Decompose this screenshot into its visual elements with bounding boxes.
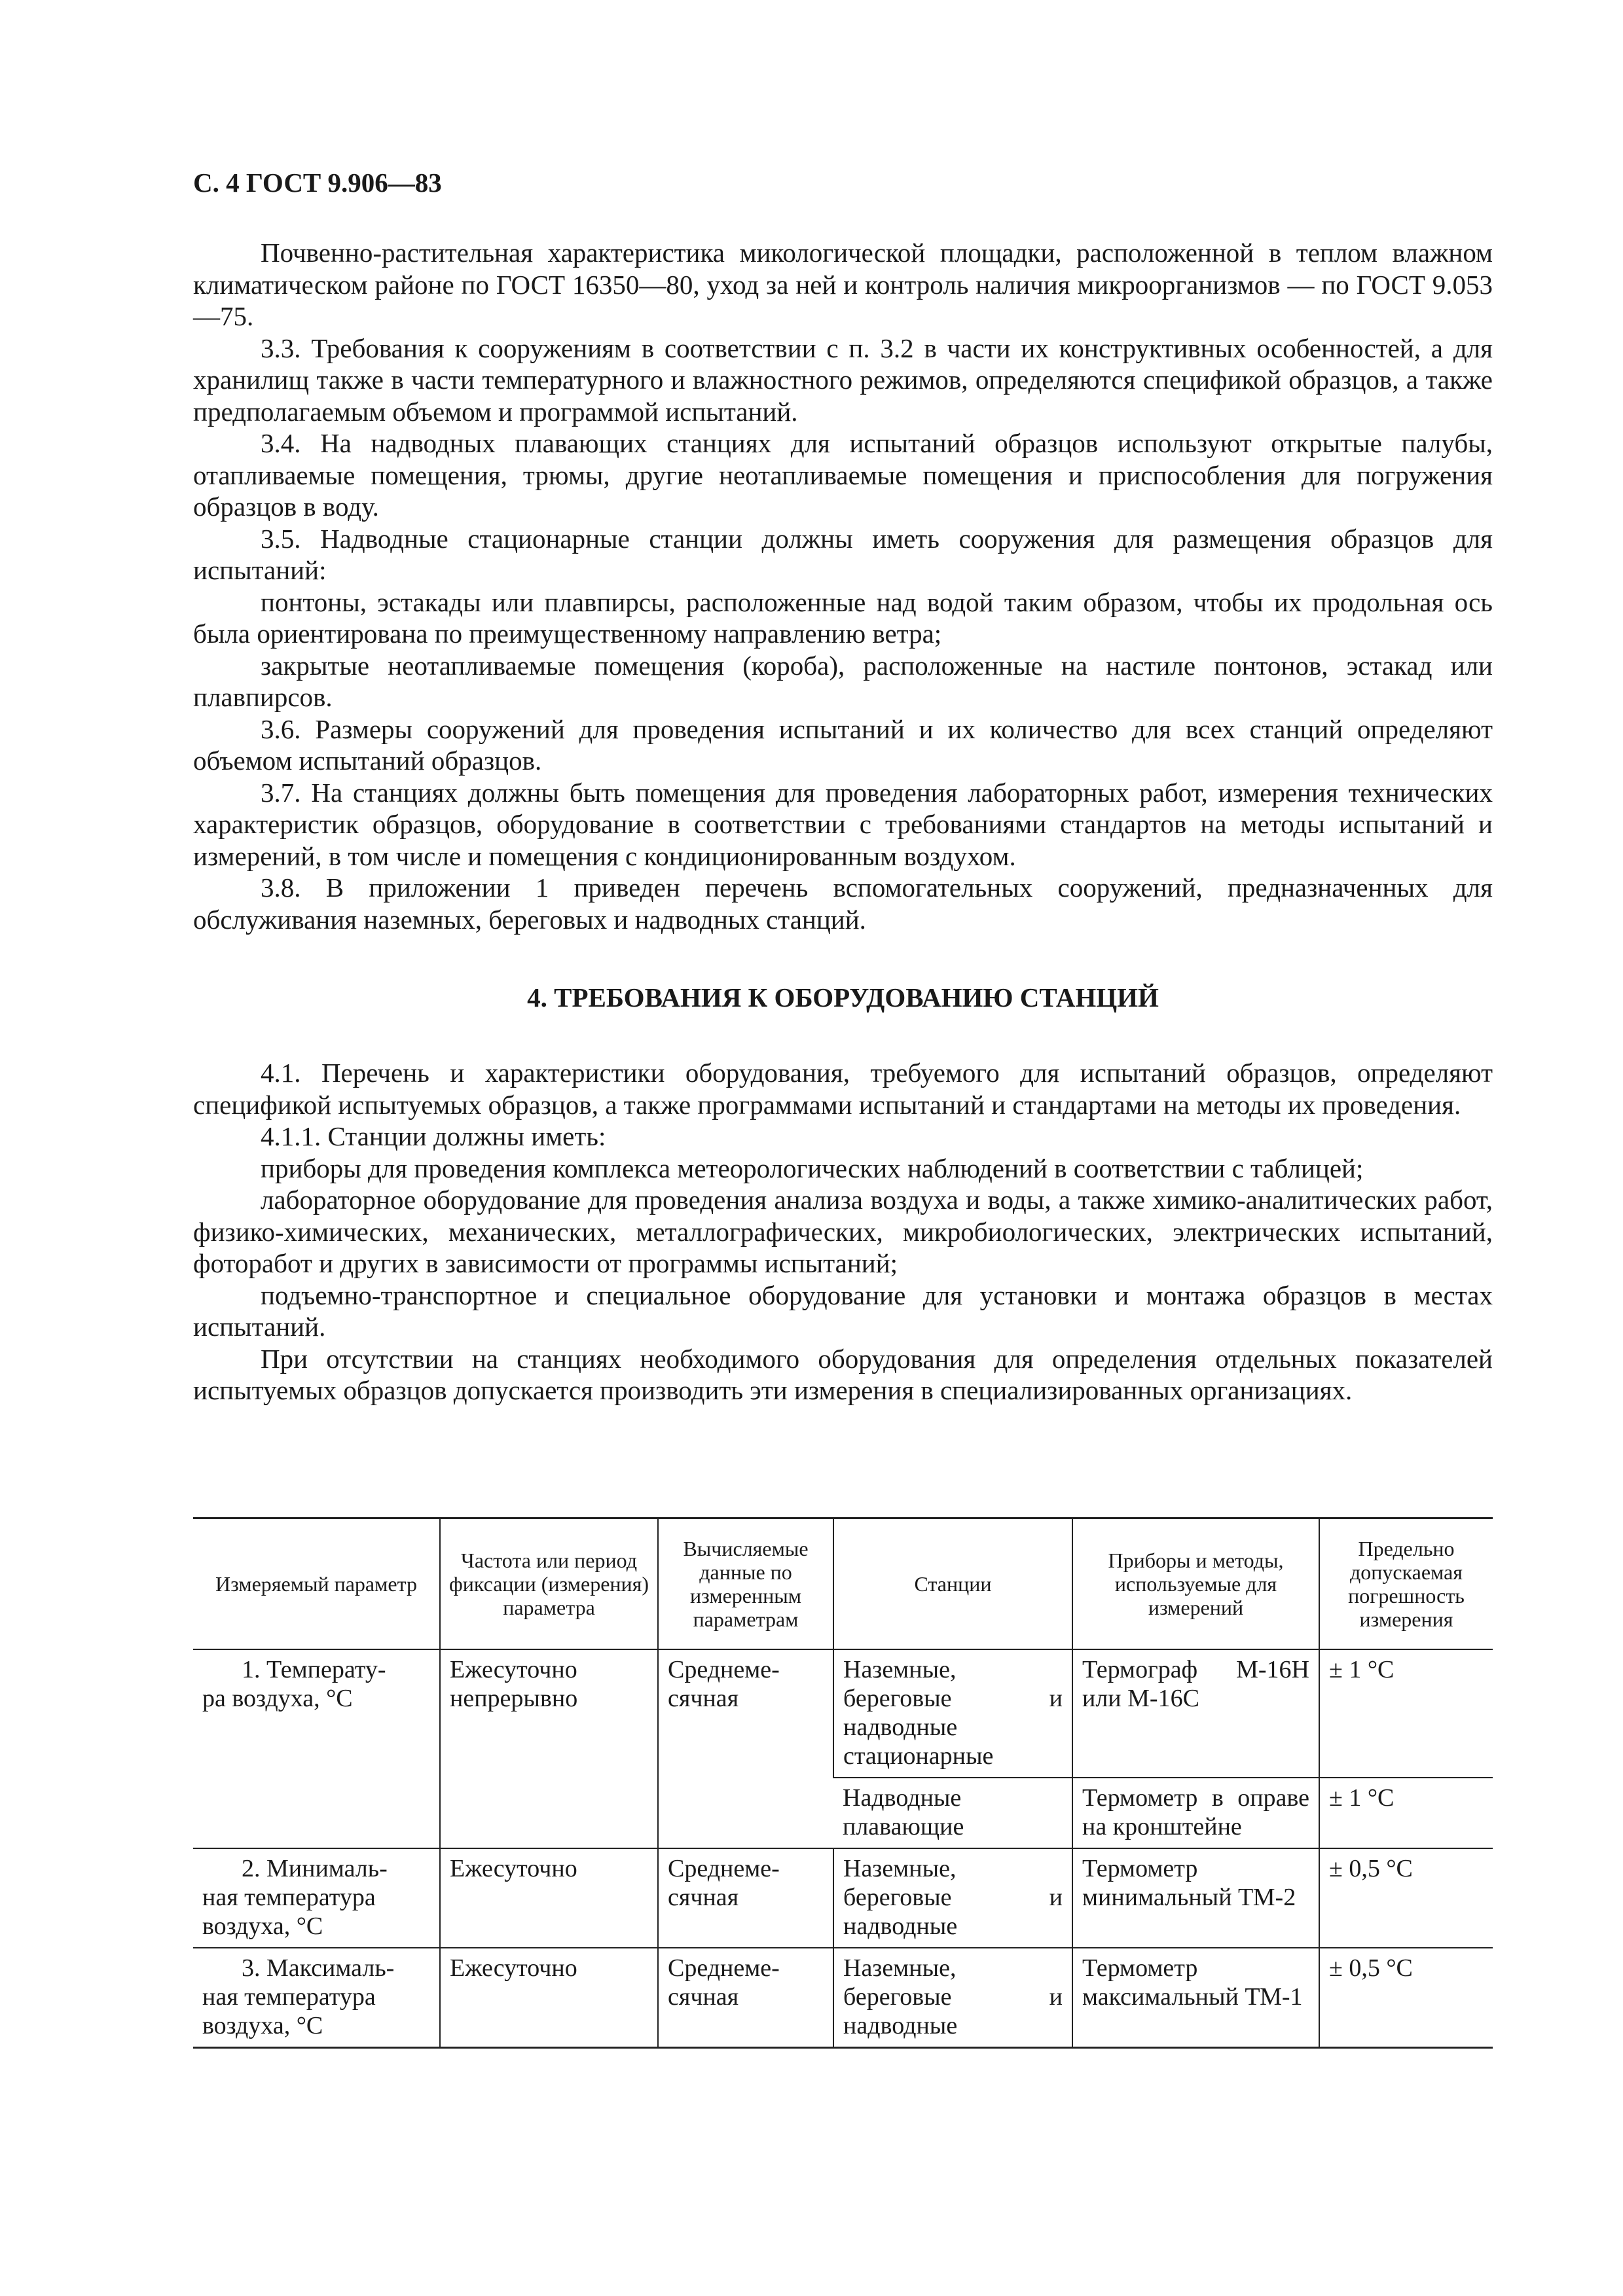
stations-cell: Наземные, береговые и надводные: [833, 1948, 1072, 2048]
paragraph: 3.7. На станциях должны быть помещения для проведения лабораторных работ, измерения технических характеристик образцов, оборудование в соответствии с требованиями стандартов на методы испытаний и измерений, в том числе и помещения с кондиционированным воздухом.: [193, 777, 1493, 871]
freq-cell: Ежесуточно: [440, 1948, 658, 2048]
body-text-bottom: [193, 1057, 1493, 1407]
paragraph: При отсутствии на станциях необходимого оборудования для определения отдельных показателей испытуемых образцов допускается производить эти измерения в специализированных организациях.: [193, 1343, 1493, 1405]
header-cell: Частота или период фиксации (измерения) параметра: [440, 1518, 658, 1649]
devices-cell: Термограф М-16Н или М-16С: [1072, 1649, 1319, 1778]
param-cell: [193, 1649, 440, 1848]
paragraph: подъемно-транспортное и специальное оборудование для установки и монтажа образцов в местах испытаний.: [193, 1280, 1493, 1342]
error-cell: ± 1 °С: [1319, 1649, 1493, 1778]
param-line: воздуха, °С: [202, 2011, 323, 2039]
stations-cell: Наземные, береговые и надводные стационарные: [833, 1649, 1072, 1778]
header-cell: Приборы и методы, используемые для измерений: [1072, 1518, 1319, 1649]
stations-cell: Надводные плавающие: [833, 1778, 1072, 1848]
param-line: 3. Максималь-: [242, 1954, 395, 1982]
param-line: ная температура: [202, 1982, 376, 2011]
param-line: 2. Минималь-: [242, 1854, 388, 1882]
paragraph: 3.8. В приложении 1 приведен перечень вспомогательных сооружений, предназначенных для обслуживания наземных, береговых и надводных станций.: [193, 872, 1493, 935]
section-title: 4. ТРЕБОВАНИЯ К ОБОРУДОВАНИЮ СТАНЦИЙ: [527, 982, 1159, 1013]
devices-cell: Термометр минимальный ТМ-2: [1072, 1848, 1319, 1948]
page-header: С. 4 ГОСТ 9.906—83: [193, 168, 442, 198]
paragraph: Почвенно-растительная характеристика микологической площадки, расположенной в теплом влажном климатическом районе по ГОСТ 16350—80, уход за ней и контроль наличия микроорганизмов — по ГОСТ 9.053—75.: [193, 238, 1493, 331]
paragraph: понтоны, эстакады или плавпирсы, расположенные над водой таким образом, чтобы их продольная ось была ориентирована по преимущественному направлению ветра;: [193, 586, 1493, 649]
calc-cell: Среднеме-сячная: [658, 1848, 833, 1948]
header-cell: Вычисляемые данные по измеренным параметрам: [658, 1518, 833, 1649]
header-cell: Измеряемый параметр: [215, 1571, 417, 1596]
devices-cell: Термометр в оправе на кронштейне: [1072, 1778, 1319, 1848]
param-cell: [193, 1948, 440, 2048]
param-line: воздуха, °С: [202, 1912, 323, 1940]
paragraph: 3.3. Требования к сооружениям в соответствии с п. 3.2 в части их конструктивных особенностей, а для хранилищ также в части температурного и влажностного режимов, определяются спецификой образцов, а также предполагаемым объемом и программой испытаний.: [193, 332, 1493, 427]
error-cell: ± 1 °С: [1319, 1778, 1493, 1848]
param-cell: [193, 1848, 440, 1948]
paragraph: 3.4. На надводных плавающих станциях для испытаний образцов используют открытые палубы, отапливаемые помещения, трюмы, другие неотапливаемые помещения и приспособления для погружения образцов в воду.: [193, 428, 1493, 522]
devices-cell: Термометр максимальный ТМ-1: [1072, 1948, 1319, 2048]
paragraph: закрытые неотапливаемые помещения (короба), расположенные на настиле понтонов, эстакад или плавпирсов.: [193, 650, 1493, 712]
header-cell: Предельно допускаемая погрешность измерения: [1319, 1518, 1493, 1649]
paragraph: 4.1.1. Станции должны иметь:: [261, 1121, 606, 1151]
header-cell: Станции: [833, 1518, 1072, 1649]
paragraph: 4.1. Перечень и характеристики оборудования, требуемого для испытаний образцов, определяют спецификой испытуемых образцов, а также программами испытаний и стандартами на методы их проведения.: [193, 1058, 1493, 1120]
paragraph: 3.6. Размеры сооружений для проведения испытаний и их количество для всех станций определяют объемом испытаний образцов.: [193, 713, 1493, 776]
table-row: [193, 1948, 1493, 2048]
measurement-table: [193, 1517, 1493, 2049]
calc-cell: Среднеме-сячная: [658, 1649, 833, 1848]
param-line: ра воздуха, °С: [202, 1684, 353, 1712]
error-cell: ± 0,5 °С: [1319, 1848, 1493, 1948]
param-line: 1. Температу-: [242, 1655, 386, 1683]
freq-cell: Ежесуточно: [440, 1848, 658, 1948]
paragraph: лабораторное оборудование для проведения анализа воздуха и воды, а также химико-аналитических работ, физико-химических, механических, металлографических, микробиологических, электрических испытаний, фоторабот и других в зависимости от программы испытаний;: [193, 1185, 1493, 1278]
freq-cell: Ежесуточно непрерывно: [440, 1649, 658, 1848]
error-cell: ± 0,5 °С: [1319, 1948, 1493, 2048]
paragraph: 3.5. Надводные стационарные станции должны иметь сооружения для размещения образцов для испытаний:: [193, 523, 1493, 585]
stations-cell: Наземные, береговые и надводные: [833, 1848, 1072, 1948]
param-line: ная температура: [202, 1883, 376, 1911]
paragraph: приборы для проведения комплекса метеорологических наблюдений в соответствии с таблицей;: [261, 1153, 1364, 1183]
table-header-row: [193, 1518, 1493, 1649]
body-text-top: [193, 237, 1493, 935]
table-row: [193, 1848, 1493, 1948]
table-row: [193, 1649, 1493, 1778]
calc-cell: Среднеме-сячная: [658, 1948, 833, 2048]
